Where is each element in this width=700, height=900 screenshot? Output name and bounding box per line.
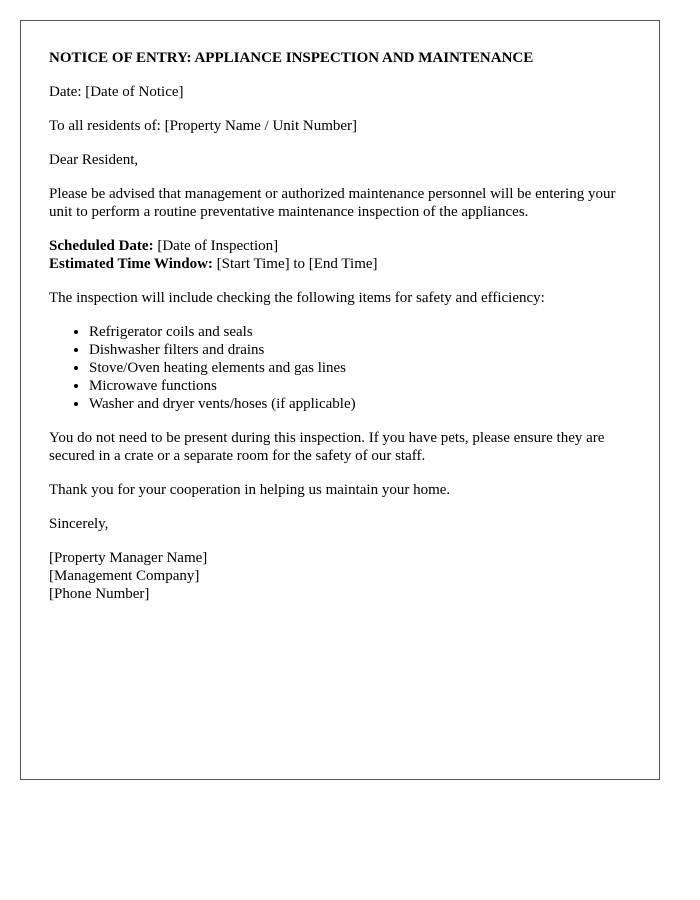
checklist-intro: The inspection will include checking the following items for safety and efficiency: — [49, 290, 545, 306]
list-item: • Dishwasher filters and drains — [89, 341, 631, 359]
notice-page — [20, 20, 660, 780]
residents-line: To all residents of: [Property Name / Unit Number] — [49, 118, 358, 134]
greeting: Dear Resident, — [49, 152, 139, 168]
phone-number: [Phone Number] — [49, 586, 150, 602]
list-item: • Stove/Oven heating elements and gas lines — [89, 359, 631, 377]
pets-note: You do not need to be present during this inspection. If you have pets, please ensure they are secured in a crate or a separate room for the safety of our staff. — [49, 430, 605, 464]
schedule-block — [49, 237, 631, 273]
intro-paragraph: Please be advised that management or authorized maintenance personnel will be entering your unit to perform a routine preventative maintenance inspection of the appliances. — [49, 186, 616, 220]
manager-name: [Property Manager Name] — [49, 550, 208, 566]
scheduled-date-label: Scheduled Date: — [49, 238, 154, 254]
signature-block — [49, 549, 631, 603]
closing: Sincerely, — [49, 516, 109, 532]
scheduled-date-value: [Date of Inspection] — [153, 238, 279, 254]
time-window-label: Estimated Time Window: — [49, 256, 213, 272]
company-name: [Management Company] — [49, 568, 200, 584]
thanks-line: Thank you for your cooperation in helping us maintain your home. — [49, 482, 451, 498]
list-item: • Refrigerator coils and seals — [89, 323, 631, 341]
notice-title: NOTICE OF ENTRY: APPLIANCE INSPECTION AND MAINTENANCE — [49, 50, 534, 66]
inspection-checklist — [49, 323, 631, 413]
list-item: • Microwave functions — [89, 377, 631, 395]
time-window-value: [Start Time] to [End Time] — [212, 256, 378, 272]
list-item: • Washer and dryer vents/hoses (if applicable) — [89, 395, 631, 413]
date-line: Date: [Date of Notice] — [49, 84, 184, 100]
